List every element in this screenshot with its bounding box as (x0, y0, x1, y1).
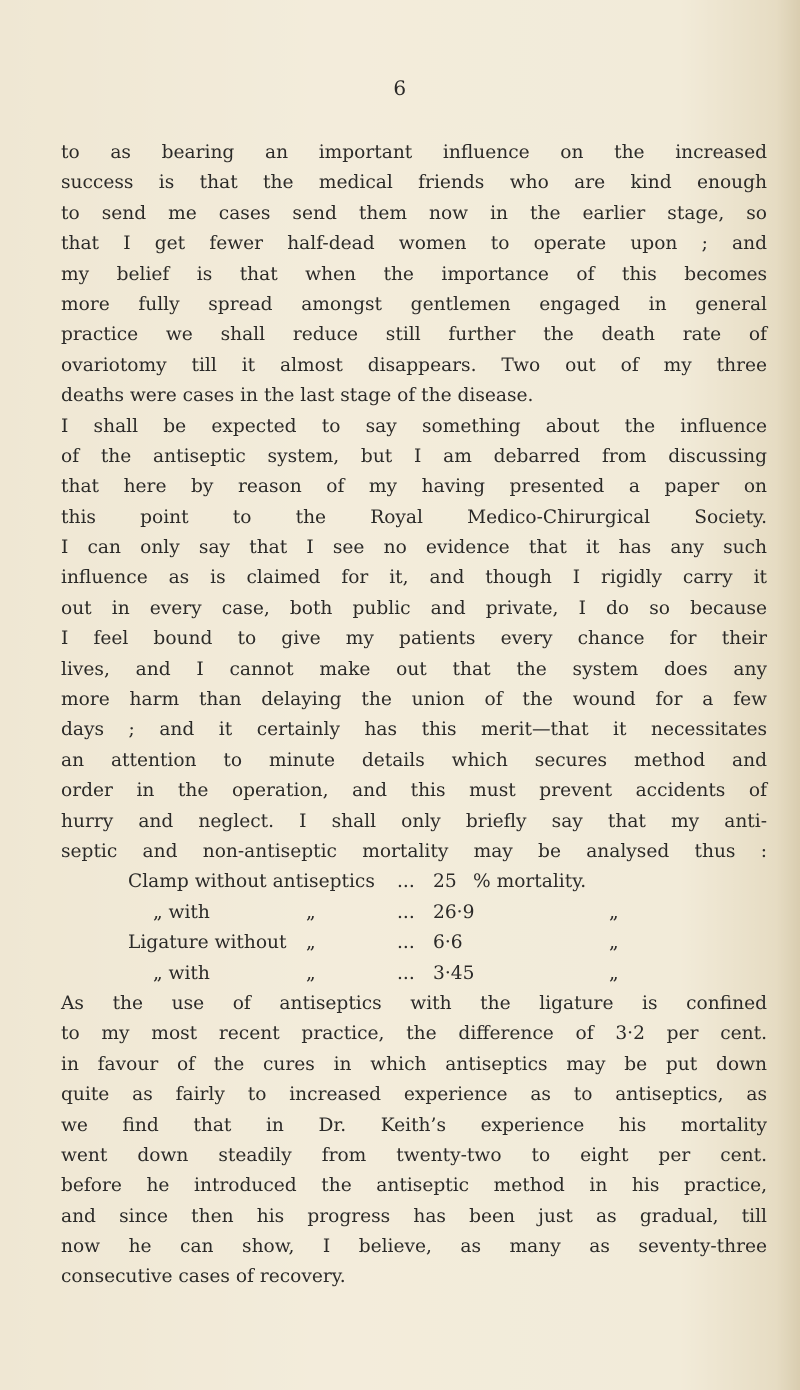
text-line: septic and non-antiseptic mortality may be analysed thus : (61, 840, 767, 862)
mortality-value: 3·45 (433, 962, 475, 984)
unit-cell: % mortality. (473, 871, 587, 893)
unit-cell: „ (609, 932, 619, 954)
mortality-value: 26·9 (433, 901, 475, 923)
mortality-table (61, 867, 767, 989)
text-line: that here by reason of my having presented a paper on (61, 476, 767, 498)
method-cell: „ with (153, 962, 210, 984)
unit-cell: „ (609, 962, 619, 984)
text-line: more harm than delaying the union of the wound for a few (61, 689, 767, 711)
paragraph-conclusion (61, 989, 767, 1293)
mortality-value: 6·6 (433, 932, 463, 954)
text-line: to my most recent practice, the difference of 3·2 per cent. (61, 1023, 767, 1045)
leader-dots: ... (397, 962, 415, 984)
text-line: success is that the medical friends who are kind enough (61, 172, 767, 194)
leader-dots: ... (397, 932, 415, 954)
text-line: more fully spread amongst gentlemen engaged in general (61, 293, 767, 315)
text-line: my belief is that when the importance of this becomes (61, 263, 767, 285)
method-cell: Ligature without (128, 932, 287, 954)
method-cell: Clamp without antiseptics (128, 871, 375, 893)
text-line: that I get fewer half-dead women to operate upon ; and (61, 233, 767, 255)
mortality-value: 25 (433, 871, 457, 893)
text-line: to as bearing an important influence on the increased (61, 142, 767, 163)
text-line: before he introduced the antiseptic method in his practice, (61, 1175, 767, 1197)
text-line: an attention to minute details which secures method and (61, 749, 767, 771)
text-line: consecutive cases of recovery. (61, 1266, 346, 1288)
text-line: in favour of the cures in which antiseptics may be put down (61, 1053, 767, 1075)
leader-dots: ... (397, 871, 415, 893)
paragraph-antiseptic (61, 412, 767, 868)
page-number: 6 (393, 76, 407, 100)
text-line: hurry and neglect. I shall only briefly say that my anti- (61, 810, 767, 832)
text-line: this point to the Royal Medico-Chirurgical Society. (61, 506, 767, 528)
body-text (61, 138, 767, 1293)
method-cell: „ with (153, 901, 210, 923)
ditto-mark: „ (306, 962, 316, 984)
text-line: and since then his progress has been just as gradual, till (61, 1205, 767, 1227)
unit-cell: „ (609, 901, 619, 923)
text-line: went down steadily from twenty-two to eight per cent. (61, 1144, 767, 1166)
text-line: ovariotomy till it almost disappears. Two out of my three (61, 354, 767, 376)
text-line: I feel bound to give my patients every chance for their (61, 628, 767, 650)
text-line: of the antiseptic system, but I am debarred from discussing (61, 445, 767, 467)
ditto-mark: „ (306, 932, 316, 954)
text-line: lives, and I cannot make out that the system does any (61, 658, 767, 680)
text-line: I shall be expected to say something about the influence (61, 415, 767, 437)
text-line: to send me cases send them now in the earlier stage, so (61, 202, 767, 224)
text-line: quite as fairly to increased experience as to antiseptics, as (61, 1084, 767, 1106)
text-line: days ; and it certainly has this merit—that it necessitates (61, 719, 767, 741)
text-line: As the use of antiseptics with the ligature is confined (61, 992, 767, 1014)
text-line: order in the operation, and this must prevent accidents of (61, 780, 767, 802)
leader-dots: ... (397, 901, 415, 923)
text-line: practice we shall reduce still further the death rate of (61, 324, 767, 346)
text-line: now he can show, I believe, as many as seventy-three (61, 1236, 767, 1258)
text-line: influence as is claimed for it, and though I rigidly carry it (61, 567, 767, 589)
text-line: we find that in Dr. Keith’s experience his mortality (61, 1114, 767, 1136)
text-line: out in every case, both public and private, I do so because (61, 597, 767, 619)
ditto-mark: „ (306, 901, 316, 923)
text-line: deaths were cases in the last stage of the disease. (61, 385, 534, 407)
text-line: I can only say that I see no evidence that it has any such (61, 537, 767, 559)
paragraph-continuation (61, 138, 767, 412)
